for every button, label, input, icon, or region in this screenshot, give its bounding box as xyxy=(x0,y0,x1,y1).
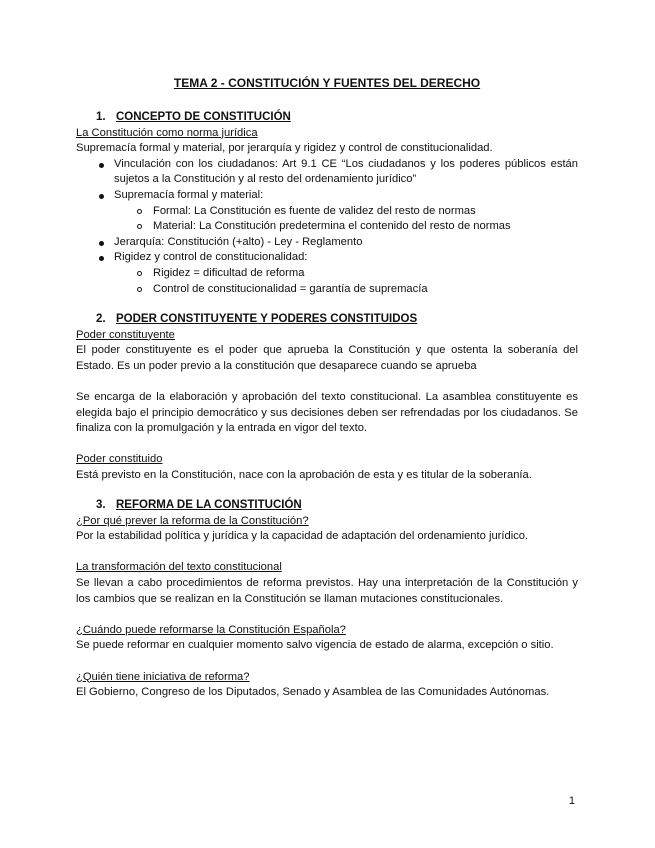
paragraph: Supremacía formal y material, por jerarquía y rigidez y control de constitucionalidad. xyxy=(76,142,493,155)
sub-list-item: Material: La Constitución predetermina el contenido del resto de normas xyxy=(76,219,578,235)
sub-list-item: Control de constitucionalidad = garantía de supremacía xyxy=(76,282,578,298)
section-title: REFORMA DE LA CONSTITUCIÓN xyxy=(116,499,302,511)
section-1 xyxy=(76,110,578,297)
section-heading xyxy=(76,312,578,328)
section-number: 3. xyxy=(96,499,106,511)
subheading: ¿Por qué prever la reforma de la Constitución? xyxy=(76,514,309,527)
paragraph: Por la estabilidad política y jurídica y la capacidad de adaptación del ordenamiento jurídico. xyxy=(76,530,529,543)
paragraph: Está previsto en la Constitución, nace con la aprobación de esta y es titular de la soberanía. xyxy=(76,468,532,481)
paragraph: El Gobierno, Congreso de los Diputados, Senado y Asamblea de las Comunidades Autónomas. xyxy=(76,686,550,699)
section-title: PODER CONSTITUYENTE Y PODERES CONSTITUIDOS xyxy=(116,313,418,325)
section-number: 1. xyxy=(96,111,106,123)
list-item: Vinculación con los ciudadanos: Art 9.1 CE “Los ciudadanos y los poderes públicos están sujetos a la Constitución y al resto del ordenamiento jurídico” xyxy=(76,157,578,188)
page-number: 1 xyxy=(568,795,575,807)
sub-list-item: Rigidez = dificultad de reforma xyxy=(76,266,578,282)
section-3 xyxy=(76,498,578,701)
subheading: La transformación del texto constitucional xyxy=(76,561,282,574)
section-2 xyxy=(76,312,578,484)
list-item: Jerarquía: Constitución (+alto) - Ley - Reglamento xyxy=(76,235,578,251)
section-heading xyxy=(76,498,578,514)
list-item: Rigidez y control de constitucionalidad: xyxy=(76,250,578,266)
document-title: TEMA 2 - CONSTITUCIÓN Y FUENTES DEL DERECHO xyxy=(173,76,481,90)
subheading: La Constitución como norma jurídica xyxy=(76,126,258,139)
section-heading xyxy=(76,110,578,126)
subheading: ¿Quién tiene iniciativa de reforma? xyxy=(76,670,250,683)
list-item: Supremacía formal y material: xyxy=(76,188,578,204)
subheading: Poder constituyente xyxy=(76,328,175,341)
subheading: ¿Cuándo puede reformarse la Constitución Española? xyxy=(76,623,346,636)
paragraph: Se puede reformar en cualquier momento salvo vigencia de estado de alarma, excepción o sitio. xyxy=(76,639,554,652)
section-title: CONCEPTO DE CONSTITUCIÓN xyxy=(116,111,291,123)
paragraph: El poder constituyente es el poder que aprueba la Constitución y que ostenta la soberanía del Estado. Es un poder previo a la constitución que desaparece cuando se aprueba xyxy=(76,344,578,372)
section-number: 2. xyxy=(96,313,106,325)
paragraph: Se llevan a cabo procedimientos de reforma previstos. Hay una interpretación de la Constitución y los cambios que se realizan en la Constitución se llaman mutaciones constitucionales. xyxy=(76,576,578,605)
subheading: Poder constituido xyxy=(76,453,163,466)
paragraph: Se encarga de la elaboración y aprobación del texto constitucional. La asamblea constituyente es elegida bajo el principio democrático y sus decisiones deben ser refrendadas por los ciudadanos. Se finaliza con la promulgación y la entrada en vigor del texto. xyxy=(76,390,578,435)
sub-list-item: Formal: La Constitución es fuente de validez del resto de normas xyxy=(76,204,578,220)
